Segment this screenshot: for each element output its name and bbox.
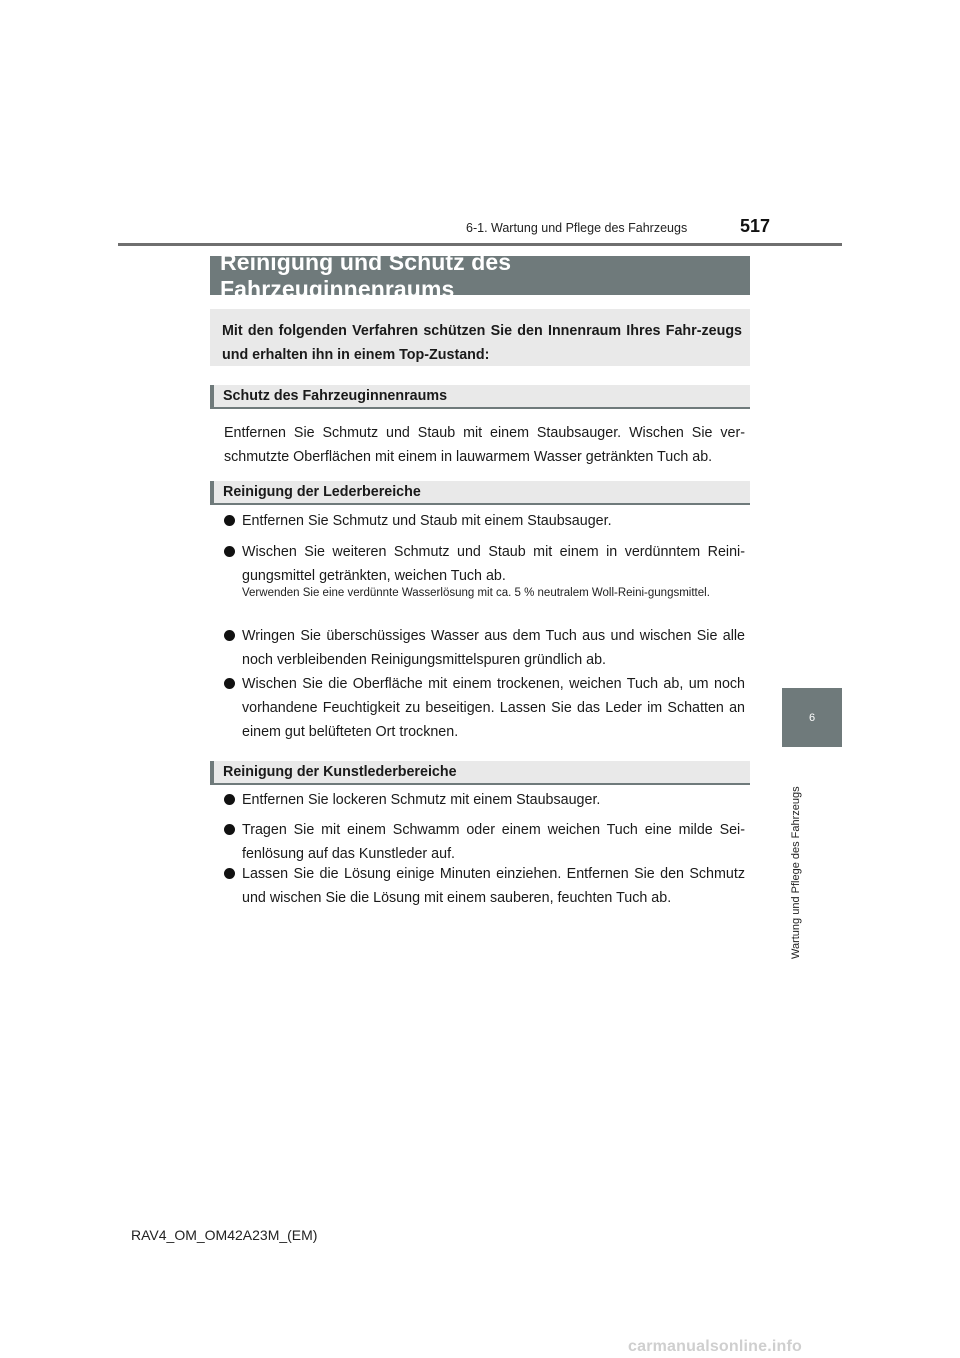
watermark: carmanualsonline.info (628, 1338, 803, 1355)
list-item (224, 672, 745, 744)
intro-box: Mit den folgenden Verfahren schützen Sie den Innenraum Ihres Fahr-zeugs und erhalten ihn in einem Top-Zustand: (210, 309, 750, 366)
bullet-icon (224, 515, 235, 526)
bullet-icon (224, 630, 235, 641)
chapter-tab (782, 688, 842, 747)
list-item-text: Entfernen Sie lockeren Schmutz mit einem Staubsauger. (242, 792, 601, 808)
list-item (224, 509, 745, 533)
list-item (224, 818, 745, 866)
section-heading-label: Reinigung der Kunstlederbereiche (223, 764, 457, 780)
section-paragraph: Entfernen Sie Schmutz und Staub mit einem Staubsauger. Wischen Sie ver-schmutzte Oberflächen mit einem in lauwarmem Wasser getränkten Tuch ab. (224, 425, 745, 465)
section-heading-leather (210, 481, 750, 505)
chapter-number: 6 (808, 711, 816, 724)
bullet-icon (224, 794, 235, 805)
header-divider (118, 243, 842, 246)
bullet-icon (224, 546, 235, 557)
list-item (224, 788, 745, 812)
list-item-text: Entfernen Sie Schmutz und Staub mit einem Staubsauger. (242, 513, 612, 529)
header-section-title: 6-1. Wartung und Pflege des Fahrzeugs (466, 221, 688, 235)
bullet-icon (224, 868, 235, 879)
list-item-text: Wringen Sie überschüssiges Wasser aus dem Tuch aus und wischen Sie alle noch verbleibenden Reinigungsmittelspuren gründlich ab. (242, 628, 745, 668)
list-item (224, 624, 745, 672)
section-heading-protection (210, 385, 750, 409)
bullet-icon (224, 678, 235, 689)
chapter-label: Wartung und Pflege des Fahrzeugs (790, 786, 802, 959)
list-item (224, 862, 745, 910)
list-item-text: Wischen Sie weiteren Schmutz und Staub mit einem in verdünntem Reini-gungsmittel getränkten, weichen Tuch ab. (242, 544, 745, 584)
page-title: Reinigung und Schutz des Fahrzeuginnenraums (220, 248, 512, 302)
section-heading-label: Schutz des Fahrzeuginnenraums (223, 388, 448, 404)
list-item (224, 533, 745, 588)
footer-doc-code: RAV4_OM_OM42A23M_(EM) (131, 1227, 318, 1243)
bullet-icon (224, 824, 235, 835)
section-heading-label: Reinigung der Lederbereiche (223, 484, 421, 500)
title-bar (210, 248, 750, 302)
list-item-text: Lassen Sie die Lösung einige Minuten einziehen. Entfernen Sie den Schmutz und wischen Sie die Lösung mit einem sauberen, feuchten Tuch ab. (242, 866, 745, 906)
list-item-text: Tragen Sie mit einem Schwamm oder einem weichen Tuch eine milde Sei-fenlösung auf das Kunstleder auf. (242, 822, 745, 862)
list-item-text: Wischen Sie die Oberfläche mit einem trockenen, weichen Tuch ab, um noch vorhandene Feuchtigkeit zu beseitigen. Lassen Sie das Leder im Schatten an einem gut belüfteten Ort trocknen. (242, 676, 745, 740)
section-heading-synthetic-leather (210, 761, 750, 785)
page-number: 517 (740, 216, 771, 236)
note-text: Verwenden Sie eine verdünnte Wasserlösung mit ca. 5 % neutralem Woll-Reini-gungsmittel. (242, 587, 710, 599)
